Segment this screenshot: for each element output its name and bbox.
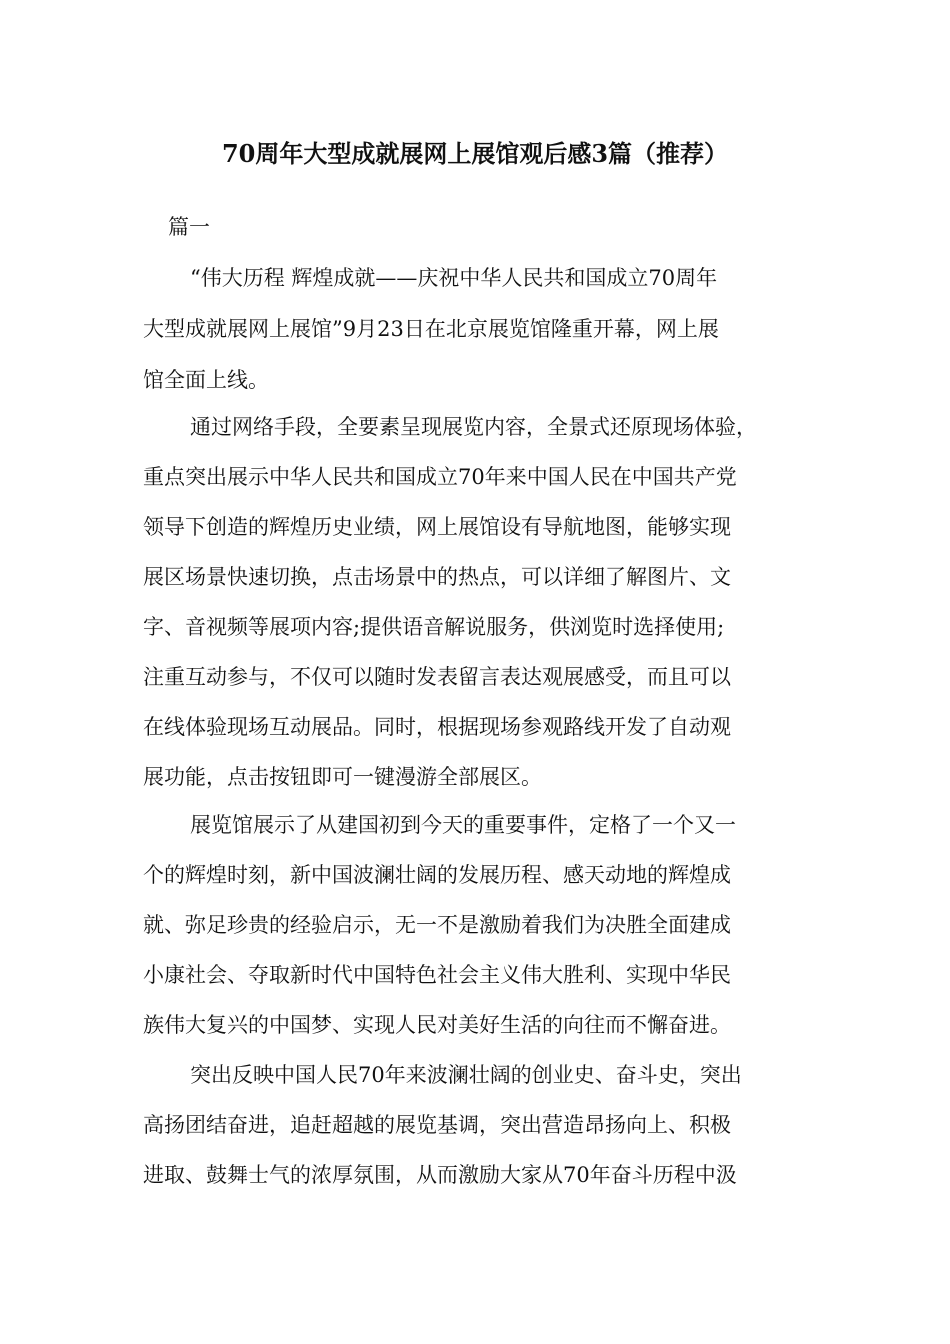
text-line: 个的辉煌时刻，新中国波澜壮阔的发展历程、感天动地的辉煌成: [143, 863, 731, 887]
text-line: 重点突出展示中华人民共和国成立70年来中国人民在中国共产党: [143, 465, 737, 489]
text-line: 展功能，点击按钮即可一键漫游全部展区。: [143, 765, 542, 789]
text-line: 族伟大复兴的中国梦、实现人民对美好生活的向往而不懈奋进。: [143, 1013, 731, 1037]
text-line: 字、音视频等展项内容;提供语音解说服务，供浏览时选择使用;: [143, 615, 725, 639]
text-line: 就、弥足珍贵的经验启示，无一不是激励着我们为决胜全面建成: [143, 913, 731, 937]
text-line: 进取、鼓舞士气的浓厚氛围，从而激励大家从70年奋斗历程中汲: [143, 1163, 737, 1187]
text-line: 高扬团结奋进，追赶超越的展览基调，突出营造昂扬向上、积极: [143, 1113, 731, 1137]
section-heading: 篇一: [168, 215, 210, 239]
text-line: 领导下创造的辉煌历史业绩，网上展馆设有导航地图，能够实现: [143, 515, 731, 539]
text-line: 注重互动参与，不仅可以随时发表留言表达观展感受，而且可以: [143, 665, 731, 689]
text-line: 展区场景快速切换，点击场景中的热点，可以详细了解图片、文: [143, 565, 731, 589]
document-title: 70周年大型成就展网上展馆观后感3篇（推荐）: [221, 139, 729, 168]
text-line: 通过网络手段，全要素呈现展览内容，全景式还原现场体验，: [190, 415, 757, 439]
text-line: 小康社会、夺取新时代中国特色社会主义伟大胜利、实现中华民: [143, 963, 731, 987]
text-line: 在线体验现场互动展品。同时，根据现场参观路线开发了自动观: [143, 715, 731, 739]
text-line: 馆全面上线。: [143, 368, 269, 392]
text-line: “伟大历程 辉煌成就——庆祝中华人民共和国成立70周年: [190, 266, 718, 290]
text-line: 展览馆展示了从建国初到今天的重要事件，定格了一个又一: [190, 813, 736, 837]
text-line: 突出反映中国人民70年来波澜壮阔的创业史、奋斗史，突出: [190, 1063, 742, 1087]
text-line: 大型成就展网上展馆”9月23日在北京展览馆隆重开幕，网上展: [143, 317, 719, 341]
